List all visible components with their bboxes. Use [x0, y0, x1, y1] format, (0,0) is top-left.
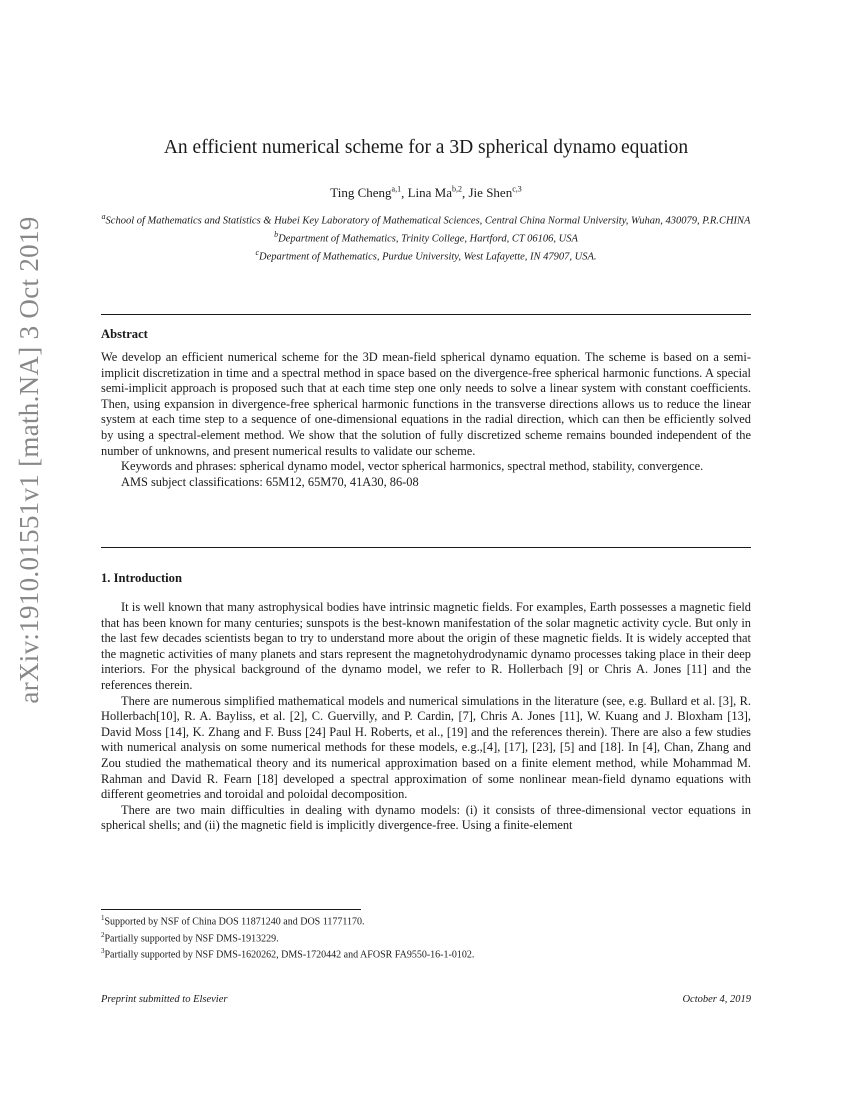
paragraph: There are two main difficulties in dealing with dynamo models: (i) it consists of three-dimensional vector equations in spherical shells; and (ii) the magnetic field is implicitly divergence-free. Using a finite-element — [101, 802, 751, 833]
author: Ting Cheng$^{a,1}$ — [330, 185, 402, 201]
affiliation: $^c$Department of Mathematics, Purdue University, West Lafayette, IN 47907, USA. — [255, 248, 597, 263]
footnotes — [101, 912, 751, 962]
author: Jie Shen$^{c,3}$ — [468, 185, 522, 201]
paragraph: It is well known that many astrophysical bodies have intrinsic magnetic fields. For examples, Earth possesses a magnetic field that has been known for many centuries; sunspots is the best-known manifestation of the solar magnetic activity cycle. But only in the last few decades scientists began to try to understand more about the origin of these magnetic fields. It is widely accepted that the magnetic activities of many planets and stars represent the magnetohydrodynamic dynamo processes taking place in their deep interiors. For the physical background of the dynamo model, we refer to R. Hollerbach [9] or Chris A. Jones [11] and the references therein. — [101, 600, 751, 692]
preprint-note: Preprint submitted to Elsevier — [101, 994, 228, 1005]
affiliations — [101, 210, 751, 264]
ams-classification: AMS subject classifications: 65M12, 65M70, 41A30, 86-08 — [121, 474, 419, 489]
author: Lina Ma$^{b,2}$ — [407, 185, 462, 201]
footnote: $^1$Supported by NSF of China DOS 11871240 and DOS 11771170. — [101, 914, 365, 928]
abstract-heading: Abstract — [101, 327, 148, 341]
keywords: Keywords and phrases: spherical dynamo model, vector spherical harmonics, spectral method, stability, convergence. — [121, 459, 704, 474]
section-heading: 1. Introduction — [101, 571, 182, 585]
preprint-date: October 4, 2019 — [682, 994, 751, 1005]
abstract-body: We develop an efficient numerical scheme for the 3D mean-field spherical dynamo equation. The scheme is based on a semi-implicit discretization in time and a spectral method in space based on the divergence-free spherical harmonic functions. A special semi-implicit approach is proposed such that at each time step one only needs to solve a linear system with constant coefficients. Then, using expansion in divergence-free spherical harmonic functions in the transverse directions allows us to reduce the linear system at each time step to a sequence of one-dimensional equations in the radial direction, which can then be efficiently solved by using a spectral-element method. We show that the solution of fully discretized scheme remains bounded independent of the number of unknowns, and present numerical results to validate our scheme. — [101, 350, 751, 458]
introduction-section — [101, 600, 751, 834]
footnote: $^2$Partially supported by NSF DMS-1913229. — [101, 930, 279, 944]
affiliation: $^b$Department of Mathematics, Trinity College, Hartford, CT 06106, USA — [274, 230, 578, 245]
affiliation: $^a$School of Mathematics and Statistics & Hubei Key Laboratory of Mathematical Sciences, Central China Normal University, Wuhan, 430079, P.R.CHINA — [101, 212, 751, 227]
abstract-section — [101, 350, 751, 490]
footnote: $^3$Partially supported by NSF DMS-1620262, DMS-1720442 and AFOSR FA9550-16-1-0102. — [101, 947, 475, 961]
author-list: Ting Cheng$^{a,1}$, Lina Ma$^{b,2}$, Jie Shen$^{c,3}$ — [330, 185, 522, 201]
abstract-bottom-rule — [101, 547, 751, 548]
arxiv-identifier: arXiv:1910.01551v1 [math.NA] 3 Oct 2019 — [14, 216, 44, 704]
paragraph: There are numerous simplified mathematical models and numerical simulations in the literature (see, e.g. Bullard et al. [3], R. Hollerbach[10], R. A. Bayliss, et al. [2], C. Guervilly, and P. Cardin, [7], Chris A. Jones [11], W. Kuang and J. Bloxham [13], David Moss [14], K. Zhang and F. Buss [24] Paul H. Roberts, et al., [19] and the references therein). There are also a few studies with numerical analysis on some numerical methods for these models, e.g.,[4], [17], [23], [5] and [18]. In [4], Chan, Zhang and Zou studied the mathematical theory and its numerical approximation based on a finite element method, while Mohammad M. Rahman and David R. Fearn [18] developed a spectral approximation of some nonlinear mean-field dynamo equations with different geometries and toroidal and poloidal decomposition. — [101, 693, 751, 802]
paper-title: An efficient numerical scheme for a 3D spherical dynamo equation — [163, 137, 689, 158]
arxiv-sidebar — [14, 0, 54, 1100]
abstract-top-rule — [101, 314, 751, 315]
footnote-rule — [101, 909, 361, 910]
